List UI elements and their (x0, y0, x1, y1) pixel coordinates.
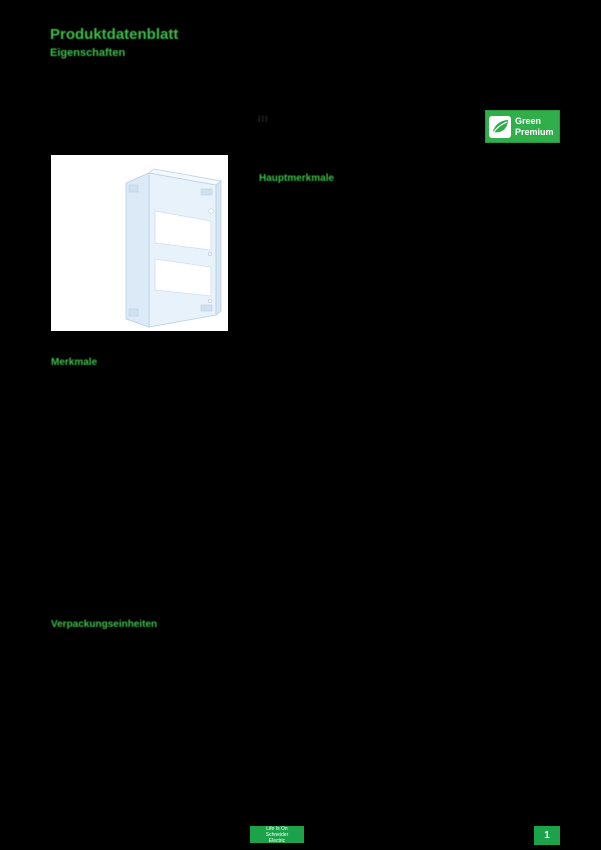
brand-logo-line1: Life Is On (266, 825, 288, 832)
product-photo (51, 155, 228, 331)
page-subtitle: Eigenschaften (50, 47, 126, 59)
section-heading-main: Hauptmerkmale (259, 173, 335, 184)
page-number: 1 (534, 826, 560, 845)
leaf-icon (489, 116, 511, 138)
section-heading-packaging: Verpackungseinheiten (51, 619, 158, 630)
brand-logo-text (266, 826, 289, 844)
green-premium-label (515, 116, 554, 138)
mini-mark-text: III (258, 114, 269, 124)
brand-logo-line3: Electric (268, 837, 286, 844)
green-premium-line1: Green (515, 115, 542, 126)
page-title-block (50, 26, 350, 60)
brand-logo-line2: Schneider (265, 831, 289, 838)
green-premium-line2: Premium (515, 126, 554, 137)
green-premium-badge (485, 110, 560, 143)
section-heading-features: Merkmale (51, 357, 98, 368)
page-title: Produktdatenblatt (50, 26, 179, 43)
brand-logo (250, 826, 304, 843)
